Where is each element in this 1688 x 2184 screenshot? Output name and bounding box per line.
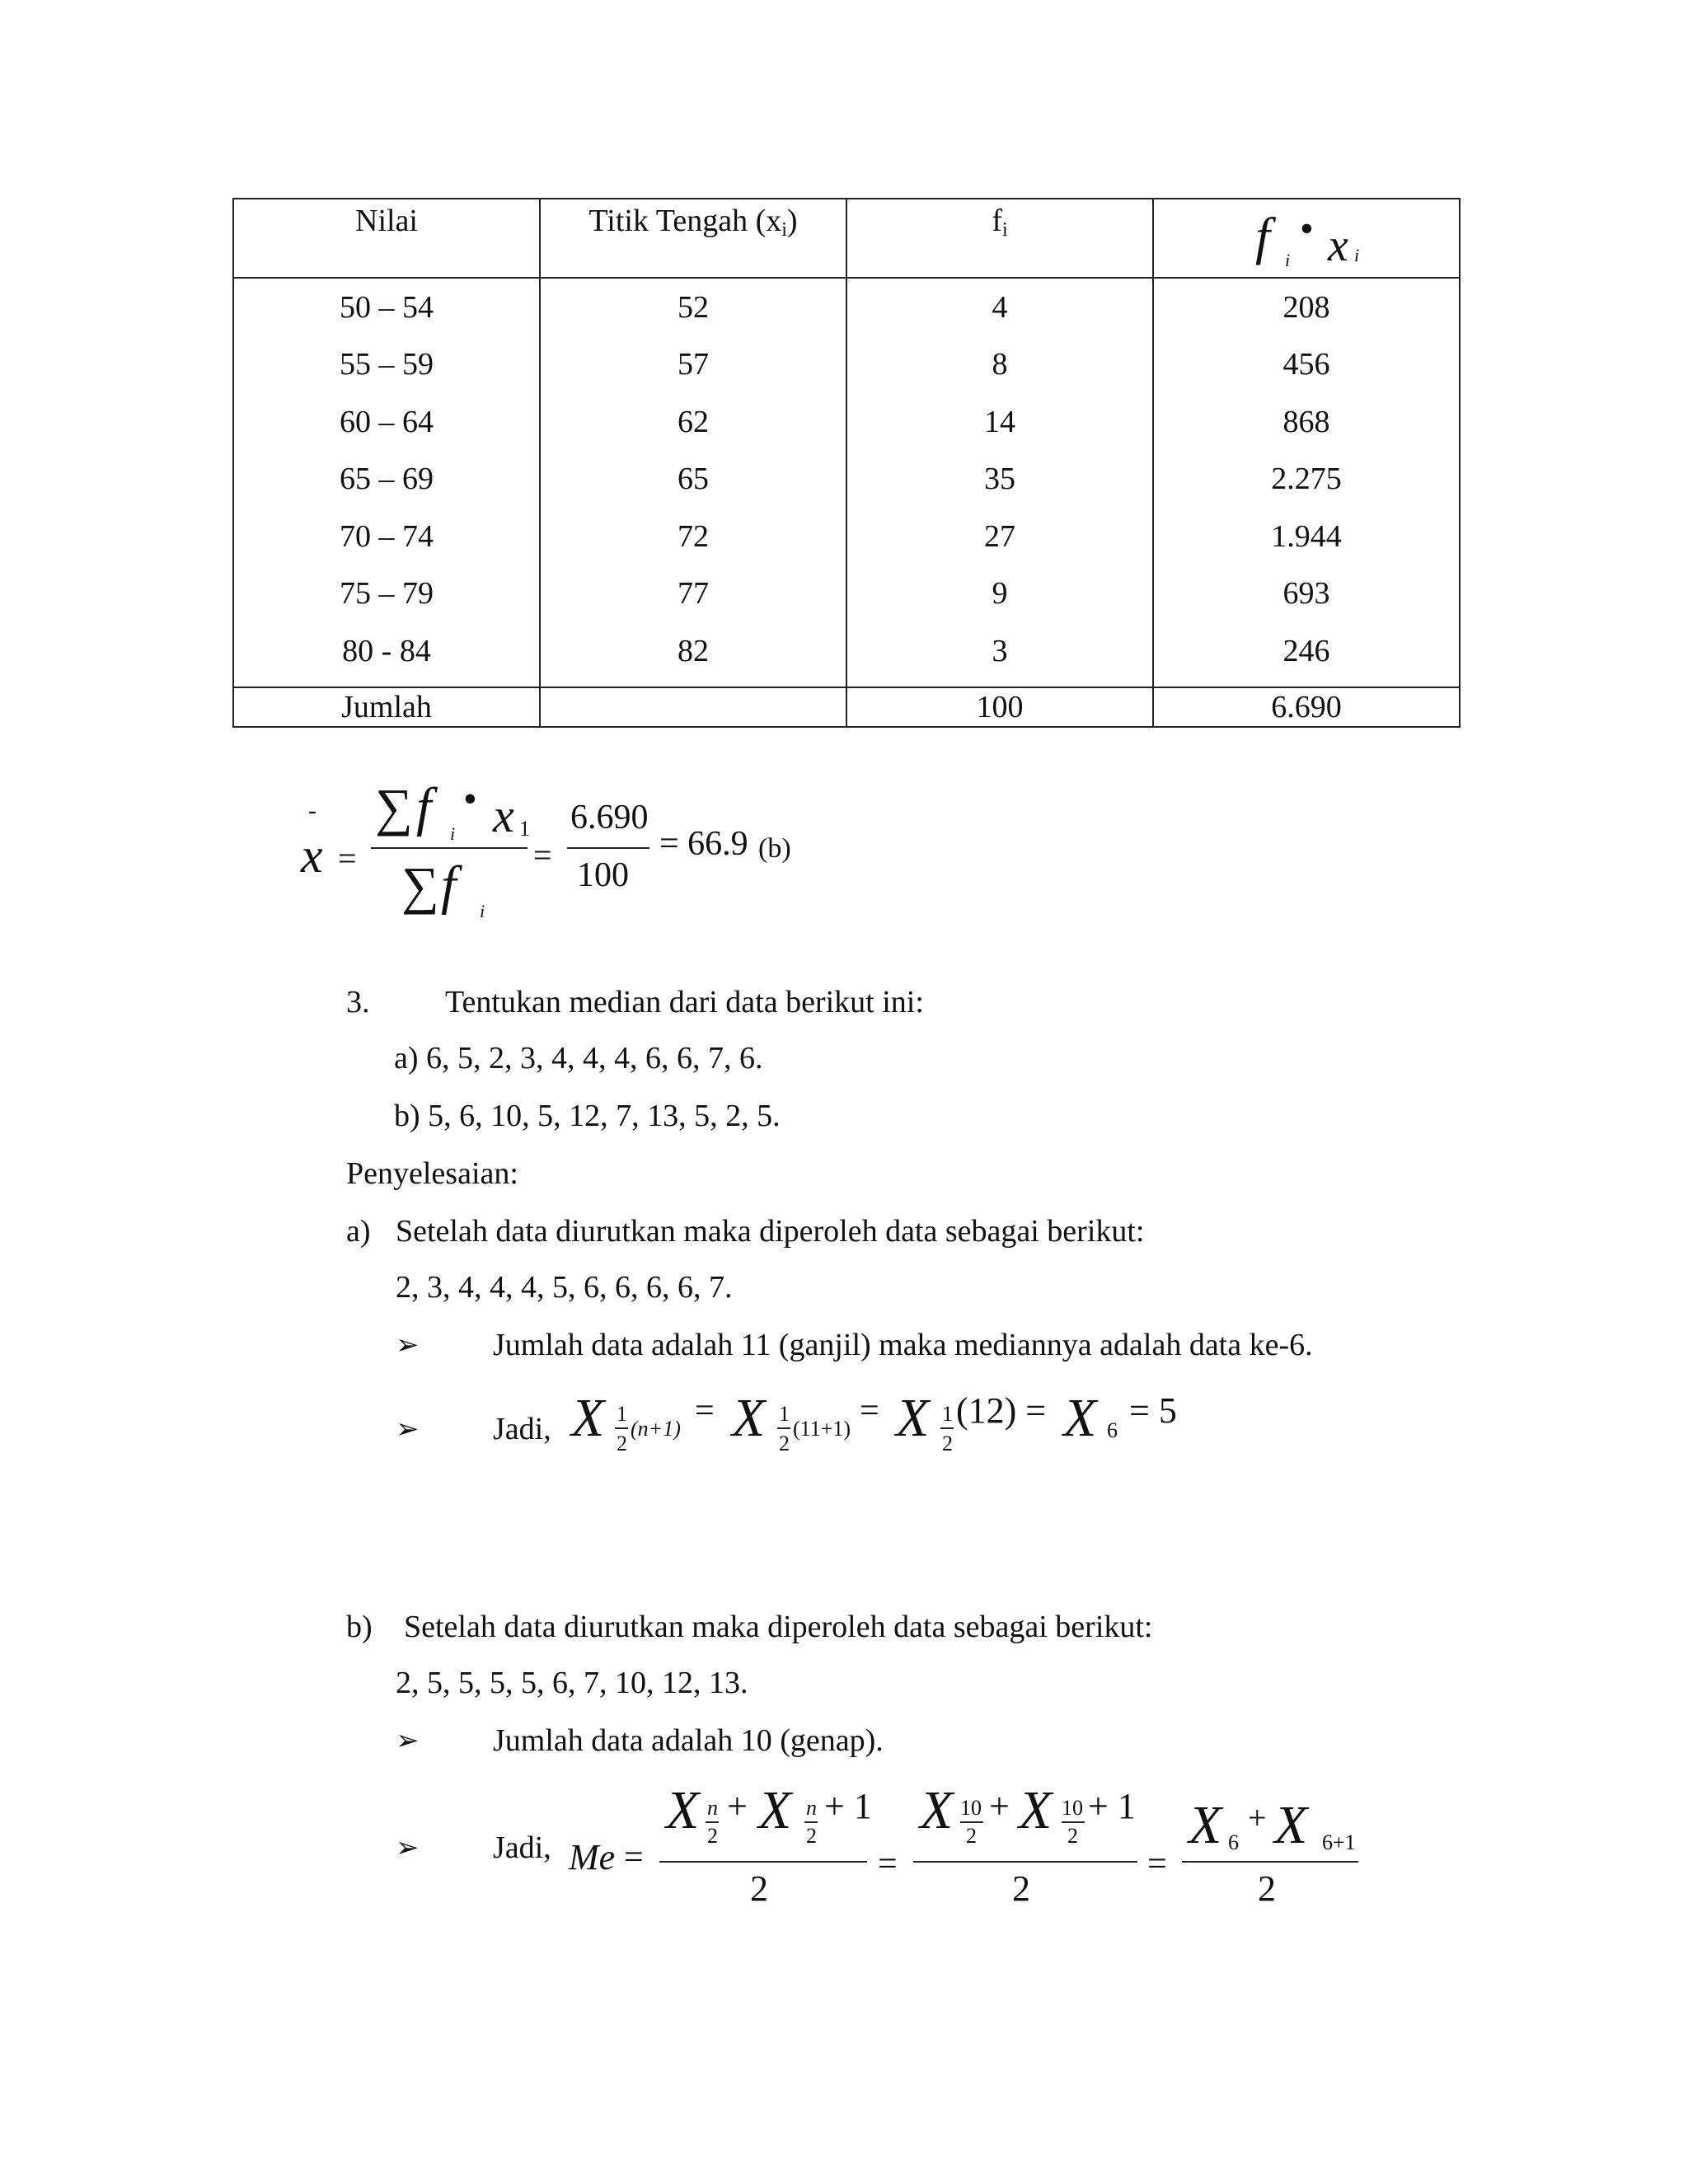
median-a-result: = 5	[1129, 1390, 1177, 1431]
eq: =	[860, 1392, 879, 1430]
n-plus-one: (n+1)	[631, 1417, 681, 1441]
half-line	[615, 1427, 628, 1429]
eq: =	[1147, 1845, 1167, 1883]
cell-fx: 246	[1153, 622, 1460, 687]
footer-f: 100	[846, 687, 1153, 727]
six-plus-one-sub: 6+1	[1322, 1830, 1356, 1854]
mean-result: = 66.9	[659, 825, 748, 863]
cell-fx: 2.275	[1153, 451, 1460, 509]
cell-nilai: 80 - 84	[233, 622, 540, 687]
frac2-x1: X	[920, 1780, 954, 1840]
half-line	[777, 1427, 790, 1429]
num-x-sub: 1	[519, 817, 530, 841]
mean-fraction-line	[371, 847, 528, 849]
median-a-x2: X	[732, 1388, 766, 1448]
frac1-line	[659, 1861, 867, 1863]
median-a-x1: X	[571, 1388, 605, 1448]
median-a-x4: X	[1063, 1388, 1097, 1448]
table-row	[233, 393, 1460, 451]
mean-num-value: 6.690	[570, 799, 649, 837]
n-num: n	[806, 1796, 817, 1820]
frac1-x2: X	[758, 1780, 792, 1840]
mean-x: x	[301, 828, 323, 883]
cell-nilai: 65 – 69	[233, 451, 540, 509]
cell-x: 72	[540, 508, 846, 565]
footer-x	[540, 687, 846, 727]
num-f: f	[416, 777, 432, 837]
den-f: f	[441, 855, 457, 916]
header-titik-tengah: Titik Tengah $(x_i)$	[540, 199, 846, 278]
table-row	[233, 622, 1460, 687]
num-x: x	[493, 789, 514, 842]
plus: +	[727, 1786, 748, 1826]
mean-value-fraction-line	[567, 847, 649, 849]
frac1-x1: X	[666, 1780, 700, 1840]
solution-b-data: 2, 5, 5, 5, 5, 6, 7, 10, 12, 13.	[396, 1666, 748, 1700]
num-dot: •	[463, 777, 477, 821]
problem-b: b) 5, 6, 10, 5, 12, 7, 13, 5, 2, 5.	[394, 1099, 781, 1133]
frac3-x1: X	[1189, 1795, 1222, 1855]
n-den: 2	[806, 1824, 817, 1848]
cell-x: 65	[540, 451, 846, 509]
cell-nilai: 75 – 79	[233, 565, 540, 623]
median-a-x3: X	[896, 1388, 930, 1448]
frac2-den: 2	[1012, 1868, 1030, 1909]
header-nilai: Nilai	[233, 199, 540, 278]
eq: =	[624, 1839, 644, 1877]
half-num: 1	[942, 1402, 953, 1426]
frac3-x2: X	[1274, 1795, 1308, 1855]
n-half-line	[706, 1821, 719, 1823]
ten-den: 2	[966, 1824, 977, 1848]
bullet-icon: ➢	[396, 1330, 420, 1361]
frac3-den: 2	[1258, 1868, 1276, 1909]
table-row	[233, 451, 1460, 509]
half-den: 2	[617, 1432, 627, 1455]
n-half-line	[804, 1821, 818, 1823]
cell-f: 8	[846, 336, 1153, 394]
solution-a-label: a)	[346, 1214, 371, 1249]
bullet-icon: ➢	[396, 1726, 420, 1756]
ten-num: 10	[960, 1796, 982, 1820]
frac1-den: 2	[750, 1868, 768, 1909]
cell-x: 62	[540, 393, 846, 451]
plus: +	[989, 1786, 1010, 1826]
n-den: 2	[707, 1824, 718, 1848]
solution-a-jadi: Jadi,	[493, 1412, 551, 1446]
cell-x: 77	[540, 565, 846, 623]
ten-half-line	[1062, 1821, 1085, 1823]
sigma-den: ∑	[401, 856, 439, 915]
bullet-icon: ➢	[396, 1833, 420, 1863]
half-num: 1	[779, 1402, 790, 1426]
table-row	[233, 508, 1460, 565]
cell-fx: 693	[1153, 565, 1460, 623]
cell-nilai: 55 – 59	[233, 336, 540, 394]
eq: =	[878, 1845, 898, 1883]
frac2-x2: X	[1019, 1780, 1053, 1840]
frequency-table	[232, 198, 1461, 728]
header-fi-xi: f i • x i	[1153, 199, 1460, 278]
num-sub-i: i	[450, 823, 456, 844]
ten-den: 2	[1067, 1824, 1078, 1848]
plus-one: + 1	[824, 1786, 872, 1826]
eq: =	[695, 1392, 715, 1430]
half-line	[940, 1427, 954, 1429]
cell-f: 35	[846, 451, 1153, 509]
solution-b-jadi: Jadi,	[493, 1830, 551, 1865]
plus-one: + 1	[1088, 1786, 1136, 1826]
twelve: (12) =	[956, 1390, 1047, 1431]
solution-b-label: b)	[346, 1610, 373, 1644]
cell-nilai: 50 – 54	[233, 278, 540, 336]
six-sub: 6	[1107, 1418, 1118, 1442]
cell-f: 14	[846, 393, 1153, 451]
eleven-plus-one: (11+1)	[793, 1417, 851, 1441]
frac3-line	[1182, 1861, 1358, 1863]
sigma-num: ∑	[375, 778, 413, 837]
footer-fx: 6.690	[1153, 687, 1460, 727]
cell-x: 52	[540, 278, 846, 336]
mean-den-value: 100	[577, 856, 629, 894]
frac2-line	[913, 1861, 1137, 1863]
table-row	[233, 565, 1460, 623]
mean-eq1: =	[338, 840, 357, 877]
ten-half-line	[960, 1821, 983, 1823]
cell-f: 3	[846, 622, 1153, 687]
solution-b-bullet1: Jumlah data adalah 10 (genap).	[493, 1723, 884, 1758]
solution-b-text: Setelah data diurutkan maka diperoleh data sebagai berikut:	[404, 1610, 1153, 1644]
cell-x: 57	[540, 336, 846, 394]
cell-f: 4	[846, 278, 1153, 336]
solution-heading: Penyelesaian:	[346, 1156, 518, 1191]
plus: +	[1248, 1799, 1267, 1836]
cell-fx: 208	[1153, 278, 1460, 336]
problem-number: 3.	[346, 985, 370, 1019]
mean-tag: (b)	[758, 833, 791, 864]
table-footer-row	[233, 687, 1460, 727]
n-num: n	[707, 1796, 718, 1820]
footer-label: Jumlah	[233, 687, 540, 727]
table-header-row	[233, 199, 1460, 278]
mean-bar: -	[308, 797, 316, 824]
half-den: 2	[779, 1432, 790, 1455]
den-sub-i: i	[480, 901, 485, 921]
cell-fx: 868	[1153, 393, 1460, 451]
table-row	[233, 278, 1460, 336]
half-num: 1	[617, 1402, 627, 1426]
cell-nilai: 60 – 64	[233, 393, 540, 451]
solution-a-text: Setelah data diurutkan maka diperoleh data sebagai berikut:	[396, 1214, 1145, 1249]
table-row	[233, 336, 1460, 394]
problem-text: Tentukan median dari data berikut ini:	[445, 985, 924, 1019]
header-fi: $f_i$	[846, 199, 1153, 278]
cell-fx: 456	[1153, 336, 1460, 394]
solution-a-data: 2, 3, 4, 4, 4, 5, 6, 6, 6, 6, 7.	[396, 1270, 733, 1305]
cell-nilai: 70 – 74	[233, 508, 540, 565]
me-symbol: Me	[569, 1837, 616, 1877]
cell-f: 27	[846, 508, 1153, 565]
cell-f: 9	[846, 565, 1153, 623]
mean-eq2: =	[533, 837, 552, 874]
problem-a: a) 6, 5, 2, 3, 4, 4, 4, 6, 6, 7, 6.	[394, 1041, 763, 1076]
bullet-icon: ➢	[396, 1414, 420, 1445]
ten-num: 10	[1062, 1796, 1083, 1820]
half-den: 2	[942, 1432, 953, 1455]
solution-a-bullet1: Jumlah data adalah 11 (ganjil) maka mediannya adalah data ke-6.	[493, 1328, 1313, 1362]
six-sub: 6	[1228, 1830, 1239, 1854]
cell-x: 82	[540, 622, 846, 687]
cell-fx: 1.944	[1153, 508, 1460, 565]
